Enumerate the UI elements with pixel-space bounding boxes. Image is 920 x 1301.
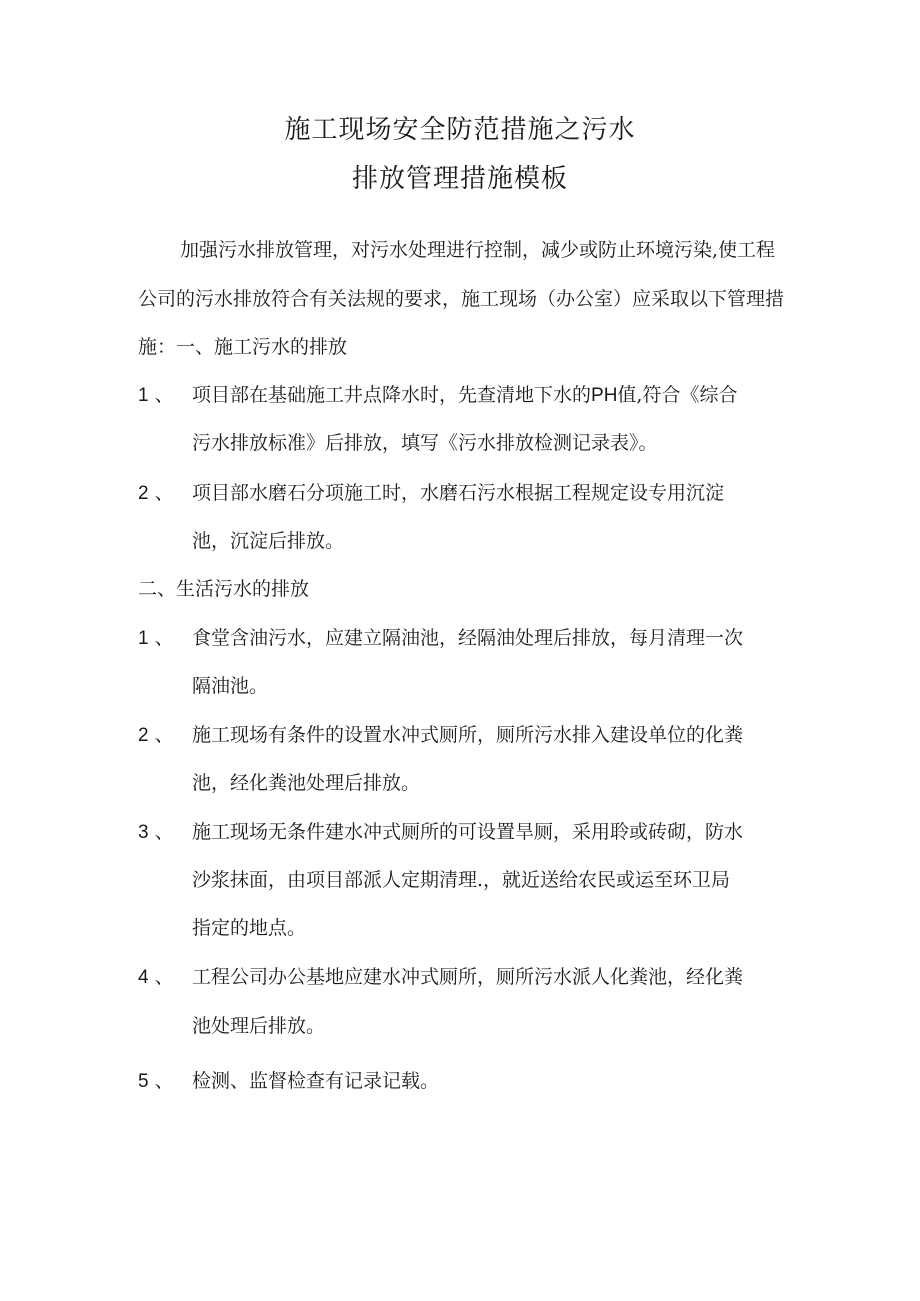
list-item-number: 2 、 (138, 724, 174, 746)
list-item-number: 5 、 (138, 1070, 174, 1092)
list-item-continuation: 池处理后排放。 (192, 1015, 326, 1037)
list-item-text: 工程公司办公基地应建水冲式厕所，厕所污水派人化粪池，经化粪 (192, 966, 744, 988)
list-item-number: 3 、 (138, 821, 174, 843)
list-item-text: 食堂含油污水，应建立隔油池，经隔油处理后排放，每月清理一次 (192, 627, 744, 649)
list-item-continuation: 指定的地点。 (192, 917, 307, 939)
intro-paragraph (138, 226, 788, 372)
list-item-text: 项目部水磨石分项施工时，水磨石污水根据工程规定设专用沉淀 (192, 482, 725, 504)
list-item-number: 4 、 (138, 966, 174, 988)
list-item-continuation: 沙浆抹面，由项目部派人定期清理.，就近送给农民或运至环卫局 (192, 869, 731, 891)
list-item-continuation: 池，沉淀后排放。 (192, 530, 345, 552)
list-item-number: 1 、 (138, 384, 174, 406)
list-item-number: 2 、 (138, 482, 174, 504)
document-title-line-2: 排放管理措施模板 (351, 164, 568, 194)
list-item-continuation: 污水排放标准》后排放，填写《污水排放检测记录表》。 (192, 432, 658, 454)
intro-text: 加强污水排放管理，对污水处理进行控制，减少或防止环境污染,使工程公司的污水排放符合有关法规的要求，施工现场（办公室）应采取以下管理措施：一、施工污水的排放 (138, 239, 785, 358)
list-item-text: 施工现场有条件的设置水冲式厕所，厕所污水排入建设单位的化粪 (192, 724, 744, 746)
list-item-text: 施工现场无条件建水冲式厕所的可设置旱厕，采用聆或砖砌，防水 (192, 821, 744, 843)
list-item-continuation: 池，经化粪池处理后排放。 (192, 772, 421, 794)
list-item-number: 1 、 (138, 627, 174, 649)
document-title-line-1: 施工现场安全防范措施之污水 (284, 115, 636, 145)
section-heading: 二、生活污水的排放 (138, 578, 310, 600)
list-item-continuation: 隔油池。 (192, 675, 269, 697)
list-item-text: 检测、监督检查有记录记载。 (192, 1070, 440, 1092)
list-item-text: 项目部在基础施工井点降水时，先查清地下水的PH值,符合《综合 (192, 384, 738, 406)
